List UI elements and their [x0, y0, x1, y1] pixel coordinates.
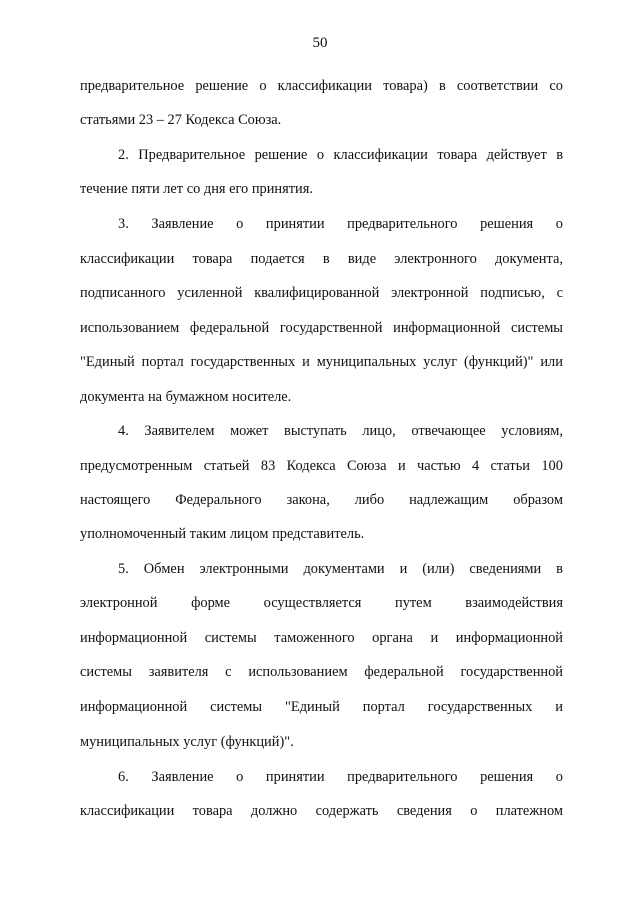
text-line: 4. Заявителем может выступать лицо, отвечающее условиям, — [118, 423, 563, 439]
text-line: течение пяти лет со дня его принятия. — [80, 181, 313, 197]
text-line: "Единый портал государственных и муниципальных услуг (функций)" или — [80, 354, 563, 370]
text-line: электронной форме осуществляется путем взаимодействия — [80, 595, 563, 611]
text-line: документа на бумажном носителе. — [80, 389, 292, 405]
text-line: системы заявителя с использованием федеральной государственной — [80, 664, 563, 680]
text-line: классификации товара подается в виде электронного документа, — [80, 251, 563, 267]
text-line: информационной системы таможенного органа и информационной — [80, 630, 563, 646]
text-line: статьями 23 – 27 Кодекса Союза. — [80, 112, 282, 128]
text-line: уполномоченный таким лицом представитель. — [80, 526, 365, 542]
text-line: 5. Обмен электронными документами и (или) сведениями в — [118, 561, 563, 577]
text-line: предусмотренным статьей 83 Кодекса Союза и частью 4 статьи 100 — [80, 458, 563, 474]
text-line: классификации товара должно содержать сведения о платежном — [80, 803, 563, 819]
page-number: 50 — [312, 35, 328, 51]
text-line: 2. Предварительное решение о классификации товара действует в — [118, 147, 563, 163]
text-line: 6. Заявление о принятии предварительного решения о — [118, 769, 563, 785]
text-line: настоящего Федерального закона, либо надлежащим образом — [80, 492, 563, 508]
text-line: предварительное решение о классификации товара) в соответствии со — [80, 78, 563, 94]
text-line: подписанного усиленной квалифицированной электронной подписью, с — [80, 285, 563, 301]
text-line: использованием федеральной государственной информационной системы — [80, 320, 563, 336]
text-line: 3. Заявление о принятии предварительного решения о — [118, 216, 563, 232]
text-line: информационной системы "Единый портал государственных и — [80, 699, 563, 715]
text-line: муниципальных услуг (функций)". — [80, 734, 294, 750]
